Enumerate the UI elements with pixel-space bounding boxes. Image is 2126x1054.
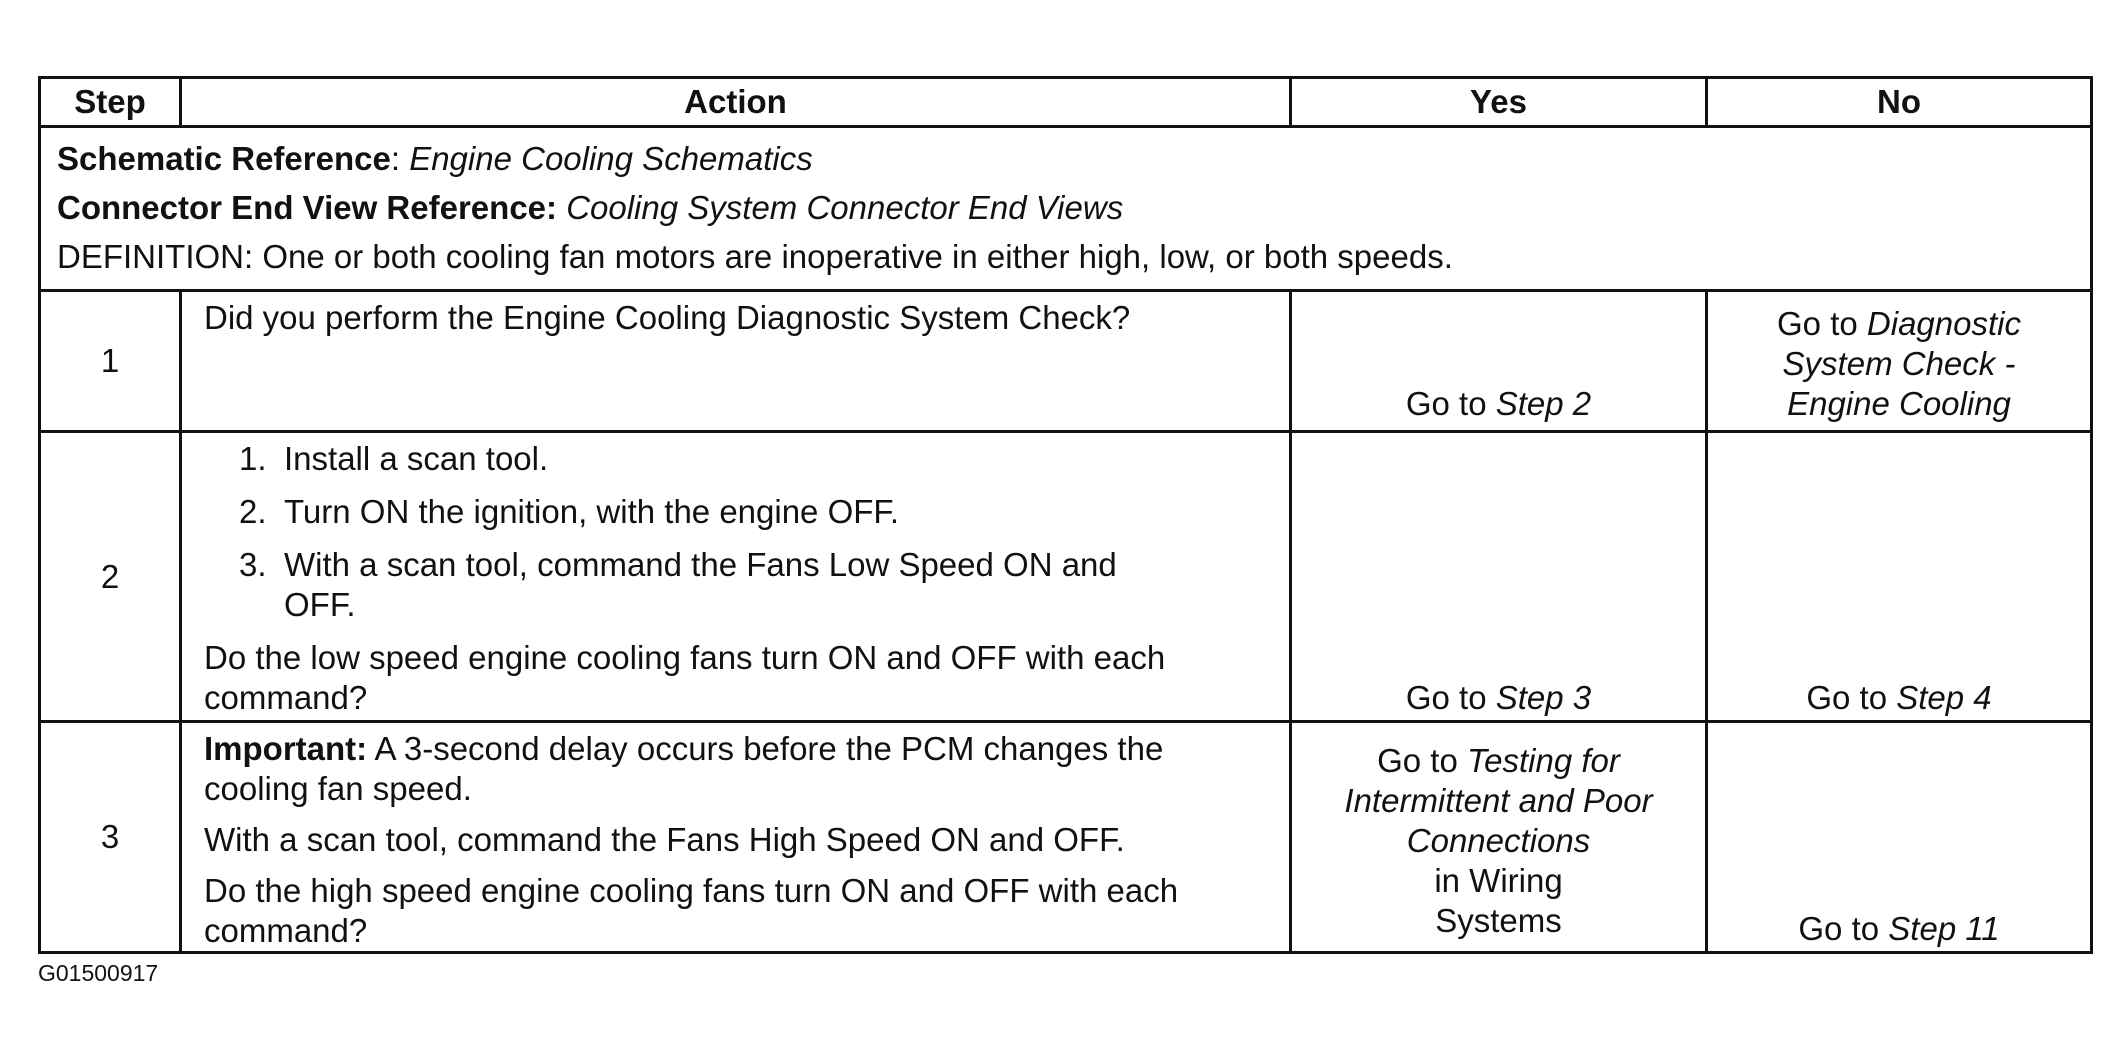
step-question: Do the high speed engine cooling fans turn ON and OFF with each command? [204, 872, 1179, 949]
no-cell [1707, 722, 2092, 953]
step-question: Did you perform the Engine Cooling Diagnostic System Check? [204, 299, 1131, 336]
procedure-item-number: 1. [239, 440, 267, 477]
action-cell [181, 291, 1291, 432]
connector-reference-label: Connector End View Reference: [57, 189, 558, 226]
yes-prefix: Go to [1377, 742, 1467, 779]
yes-cell [1291, 291, 1707, 432]
no-prefix: Go to [1806, 679, 1897, 716]
header-yes: Yes [1291, 78, 1707, 127]
yes-cell [1291, 432, 1707, 722]
diagnostic-table [38, 76, 2093, 954]
step-row-1 [40, 291, 2092, 432]
procedure-item [204, 545, 1267, 625]
schematic-reference-separator: : [390, 140, 401, 177]
yes-cell [1291, 722, 1707, 953]
step-row-3 [40, 722, 2092, 953]
no-cell [1707, 291, 2092, 432]
procedure-item-text: Turn ON the ignition, with the engine OFF. [284, 493, 900, 530]
definition-text: DEFINITION: One or both cooling fan motors are inoperative in either high, low, or both speeds. [57, 238, 1453, 275]
header-step: Step [40, 78, 181, 127]
schematic-reference-label: Schematic Reference [57, 140, 391, 177]
procedure-item-text: Install a scan tool. [284, 440, 549, 477]
important-note [204, 729, 1267, 809]
procedure-item [204, 492, 1267, 532]
step-row-2 [40, 432, 2092, 722]
action-cell [181, 432, 1291, 722]
header-no: No [1707, 78, 2092, 127]
procedure-item-number: 2. [239, 493, 267, 530]
no-cell [1707, 432, 2092, 722]
action-cell [181, 722, 1291, 953]
schematic-reference [57, 134, 2074, 183]
step-instruction: With a scan tool, command the Fans High Speed ON and OFF. [204, 821, 1125, 858]
reference-cell [40, 127, 2092, 291]
procedure-item [204, 439, 1267, 479]
important-text: A 3-second delay occurs before the PCM changes the cooling fan speed. [204, 730, 1164, 807]
step-number: 2 [40, 432, 181, 722]
procedure-item-number: 3. [239, 546, 267, 583]
no-prefix: Go to [1798, 910, 1889, 947]
connector-reference-link[interactable]: Cooling System Connector End Views [566, 189, 1124, 226]
yes-suffix: in Wiring Systems [1434, 862, 1563, 939]
yes-prefix: Go to [1405, 385, 1496, 422]
no-prefix: Go to [1777, 305, 1867, 342]
schematic-reference-link[interactable]: Engine Cooling Schematics [409, 140, 813, 177]
procedure-item-text: With a scan tool, command the Fans Low Speed ON and OFF. [284, 546, 1117, 623]
step-number: 3 [40, 722, 181, 953]
header-row [40, 78, 2092, 127]
reference-row [40, 127, 2092, 291]
step-number: 1 [40, 291, 181, 432]
header-action: Action [181, 78, 1291, 127]
connector-reference [57, 183, 2074, 232]
step-question: Do the low speed engine cooling fans turn ON and OFF with each command? [204, 639, 1166, 716]
yes-step-link[interactable]: Step 2 [1495, 385, 1592, 422]
no-step-link[interactable]: Step 11 [1888, 910, 2000, 947]
figure-id: G01500917 [38, 960, 159, 986]
yes-prefix: Go to [1405, 679, 1496, 716]
important-label: Important: [204, 730, 368, 767]
no-step-link[interactable]: Step 4 [1896, 679, 1992, 716]
procedure-list [204, 439, 1267, 625]
yes-step-link[interactable]: Testing for Intermittent and Poor Connections [1344, 742, 1653, 859]
no-step-link[interactable]: Diagnostic System Check - Engine Cooling [1782, 305, 2021, 422]
yes-step-link[interactable]: Step 3 [1495, 679, 1592, 716]
